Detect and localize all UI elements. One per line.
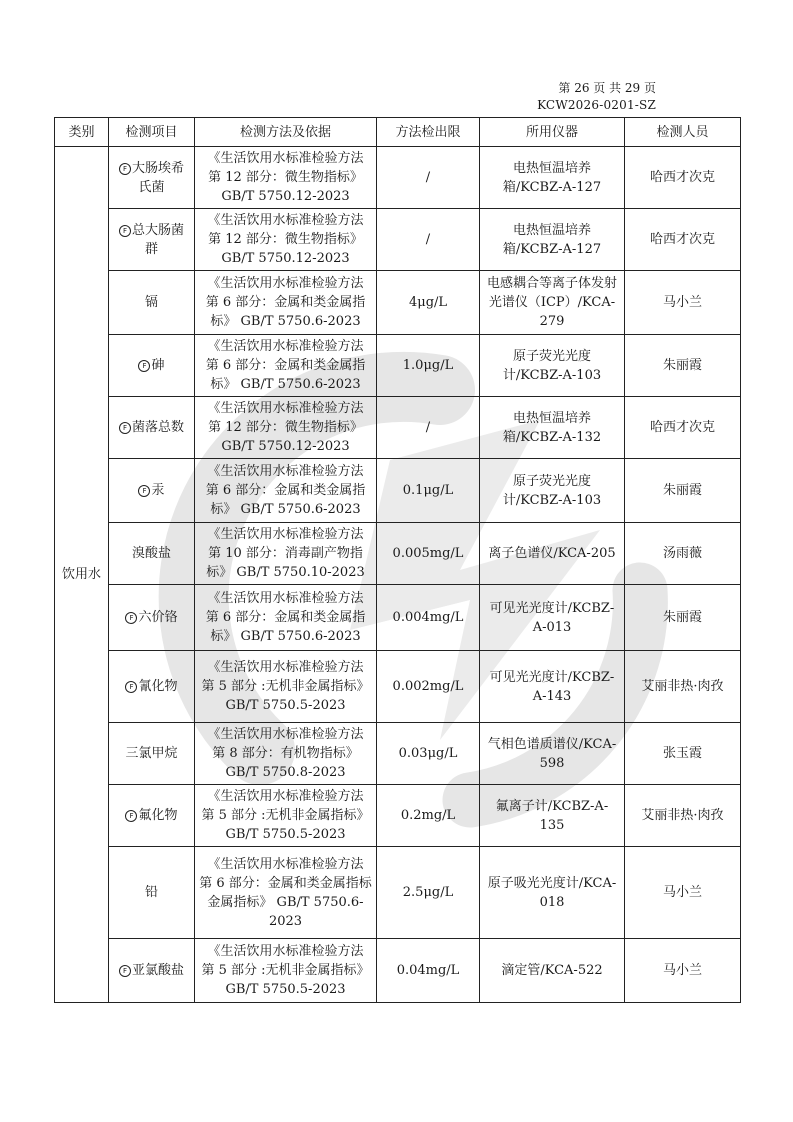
table-row [55,147,741,209]
table-row [55,459,741,523]
personnel-cell: 朱丽霞 [625,585,741,651]
instrument-cell: 离子色谱仪/KCA-205 [480,523,625,585]
item-cell [109,271,195,335]
method-cell: 《生活饮用水标准检验方法 第 5 部分 :无机非金属指标》 GB/T 5750.5-2023 [195,785,377,847]
instrument-cell: 氟离子计/KCBZ-A-135 [480,785,625,847]
method-cell: 《生活饮用水标准检验方法 第 6 部分：金属和类金属指标》 GB/T 5750.6-2023 [195,585,377,651]
item-cell [109,847,195,939]
method-cell: 《生活饮用水标准检验方法 第 6 部分：金属和类金属指标》 GB/T 5750.6-2023 [195,271,377,335]
col-header-personnel: 检测人员 [625,118,741,147]
col-header-limit: 方法检出限 [377,118,480,147]
item-cell [109,335,195,397]
limit-cell: 0.03μg/L [377,723,480,785]
method-cell: 《生活饮用水标准检验方法 第 6 部分：金属和类金属指标金属指标》 GB/T 5750.6-2023 [195,847,377,939]
page-header [537,80,656,114]
item-cell [109,459,195,523]
method-cell: 《生活饮用水标准检验方法 第 5 部分 :无机非金属指标》 GB/T 5750.5-2023 [195,939,377,1003]
limit-cell: 1.0μg/L [377,335,480,397]
table-row [55,585,741,651]
accreditation-mark-icon [119,422,131,434]
item-name: 亚氯酸盐 [131,963,184,978]
limit-cell: 0.005mg/L [377,523,480,585]
table-body [55,147,741,1003]
report-code: KCW2026-0201-SZ [537,98,656,112]
method-cell: 《生活饮用水标准检验方法 第 12 部分：微生物指标》 GB/T 5750.12-2023 [195,147,377,209]
table-header-row [55,118,741,147]
personnel-cell: 哈西才次克 [625,147,741,209]
instrument-cell: 气相色谱质谱仪/KCA-598 [480,723,625,785]
table-row [55,209,741,271]
col-header-instrument: 所用仪器 [480,118,625,147]
col-header-item: 检测项目 [109,118,195,147]
item-cell [109,723,195,785]
personnel-cell: 艾丽非热·肉孜 [625,651,741,723]
instrument-cell: 原子荧光光度计/KCBZ-A-103 [480,335,625,397]
item-name: 砷 [151,358,165,373]
table-row [55,785,741,847]
personnel-cell: 马小兰 [625,939,741,1003]
instrument-cell: 滴定管/KCA-522 [480,939,625,1003]
method-cell: 《生活饮用水标准检验方法 第 6 部分：金属和类金属指标》 GB/T 5750.6-2023 [195,335,377,397]
limit-cell: 0.2mg/L [377,785,480,847]
personnel-cell: 哈西才次克 [625,397,741,459]
item-cell [109,147,195,209]
instrument-cell: 电热恒温培养箱/KCBZ-A-127 [480,209,625,271]
item-name: 溴酸盐 [131,546,171,561]
instrument-cell: 原子吸光光度计/KCA-018 [480,847,625,939]
category-cell: 饮用水 [55,147,109,1003]
col-header-method: 检测方法及依据 [195,118,377,147]
method-cell: 《生活饮用水标准检验方法 第 8 部分：有机物指标》 GB/T 5750.8-2023 [195,723,377,785]
personnel-cell: 艾丽非热·肉孜 [625,785,741,847]
item-name: 氟化物 [138,808,178,823]
accreditation-mark-icon [138,360,150,372]
table-row [55,397,741,459]
item-name: 总大肠菌群 [131,222,184,257]
accreditation-mark-icon [125,810,137,822]
instrument-cell: 电热恒温培养箱/KCBZ-A-127 [480,147,625,209]
accreditation-mark-icon [138,485,150,497]
item-cell [109,585,195,651]
item-name: 铅 [144,885,158,900]
method-cell: 《生活饮用水标准检验方法 第 5 部分 :无机非金属指标》 GB/T 5750.5-2023 [195,651,377,723]
accreditation-mark-icon [125,681,137,693]
limit-cell: 4μg/L [377,271,480,335]
instrument-cell: 可见光光度计/KCBZ-A-013 [480,585,625,651]
item-name: 六价铬 [138,610,178,625]
item-cell [109,785,195,847]
instrument-cell: 电感耦合等离子体发射光谱仪（ICP）/KCA-279 [480,271,625,335]
personnel-cell: 马小兰 [625,847,741,939]
accreditation-mark-icon [119,965,131,977]
method-cell: 《生活饮用水标准检验方法 第 6 部分：金属和类金属指标》 GB/T 5750.6-2023 [195,459,377,523]
accreditation-mark-icon [119,163,131,175]
table-row [55,335,741,397]
accreditation-mark-icon [119,225,131,237]
page-info: 第 26 页 共 29 页 [558,81,656,95]
personnel-cell: 张玉霞 [625,723,741,785]
item-name: 氰化物 [138,679,178,694]
method-cell: 《生活饮用水标准检验方法 第 10 部分：消毒副产物指标》 GB/T 5750.10-2023 [195,523,377,585]
item-cell [109,209,195,271]
personnel-cell: 朱丽霞 [625,459,741,523]
limit-cell: 0.04mg/L [377,939,480,1003]
personnel-cell: 汤雨薇 [625,523,741,585]
limit-cell: / [377,397,480,459]
personnel-cell: 马小兰 [625,271,741,335]
table-row [55,271,741,335]
item-name: 汞 [151,483,165,498]
method-cell: 《生活饮用水标准检验方法 第 12 部分：微生物指标》 GB/T 5750.12-2023 [195,397,377,459]
instrument-cell: 原子荧光光度计/KCBZ-A-103 [480,459,625,523]
method-cell: 《生活饮用水标准检验方法 第 12 部分：微生物指标》 GB/T 5750.12-2023 [195,209,377,271]
item-name: 大肠埃希氏菌 [131,160,184,195]
limit-cell: 0.004mg/L [377,585,480,651]
table-row [55,523,741,585]
limit-cell: 2.5μg/L [377,847,480,939]
limit-cell: 0.1μg/L [377,459,480,523]
item-cell [109,651,195,723]
personnel-cell: 哈西才次克 [625,209,741,271]
table-row [55,847,741,939]
col-header-category: 类别 [55,118,109,147]
instrument-cell: 电热恒温培养箱/KCBZ-A-132 [480,397,625,459]
table-row [55,723,741,785]
item-name: 镉 [144,295,158,310]
limit-cell: / [377,209,480,271]
item-cell [109,523,195,585]
item-cell [109,397,195,459]
table-row [55,651,741,723]
results-table [54,117,741,1003]
limit-cell: / [377,147,480,209]
item-cell [109,939,195,1003]
table-row [55,939,741,1003]
item-name: 菌落总数 [131,420,184,435]
limit-cell: 0.002mg/L [377,651,480,723]
instrument-cell: 可见光光度计/KCBZ-A-143 [480,651,625,723]
item-name: 三氯甲烷 [125,746,178,761]
accreditation-mark-icon [125,612,137,624]
personnel-cell: 朱丽霞 [625,335,741,397]
